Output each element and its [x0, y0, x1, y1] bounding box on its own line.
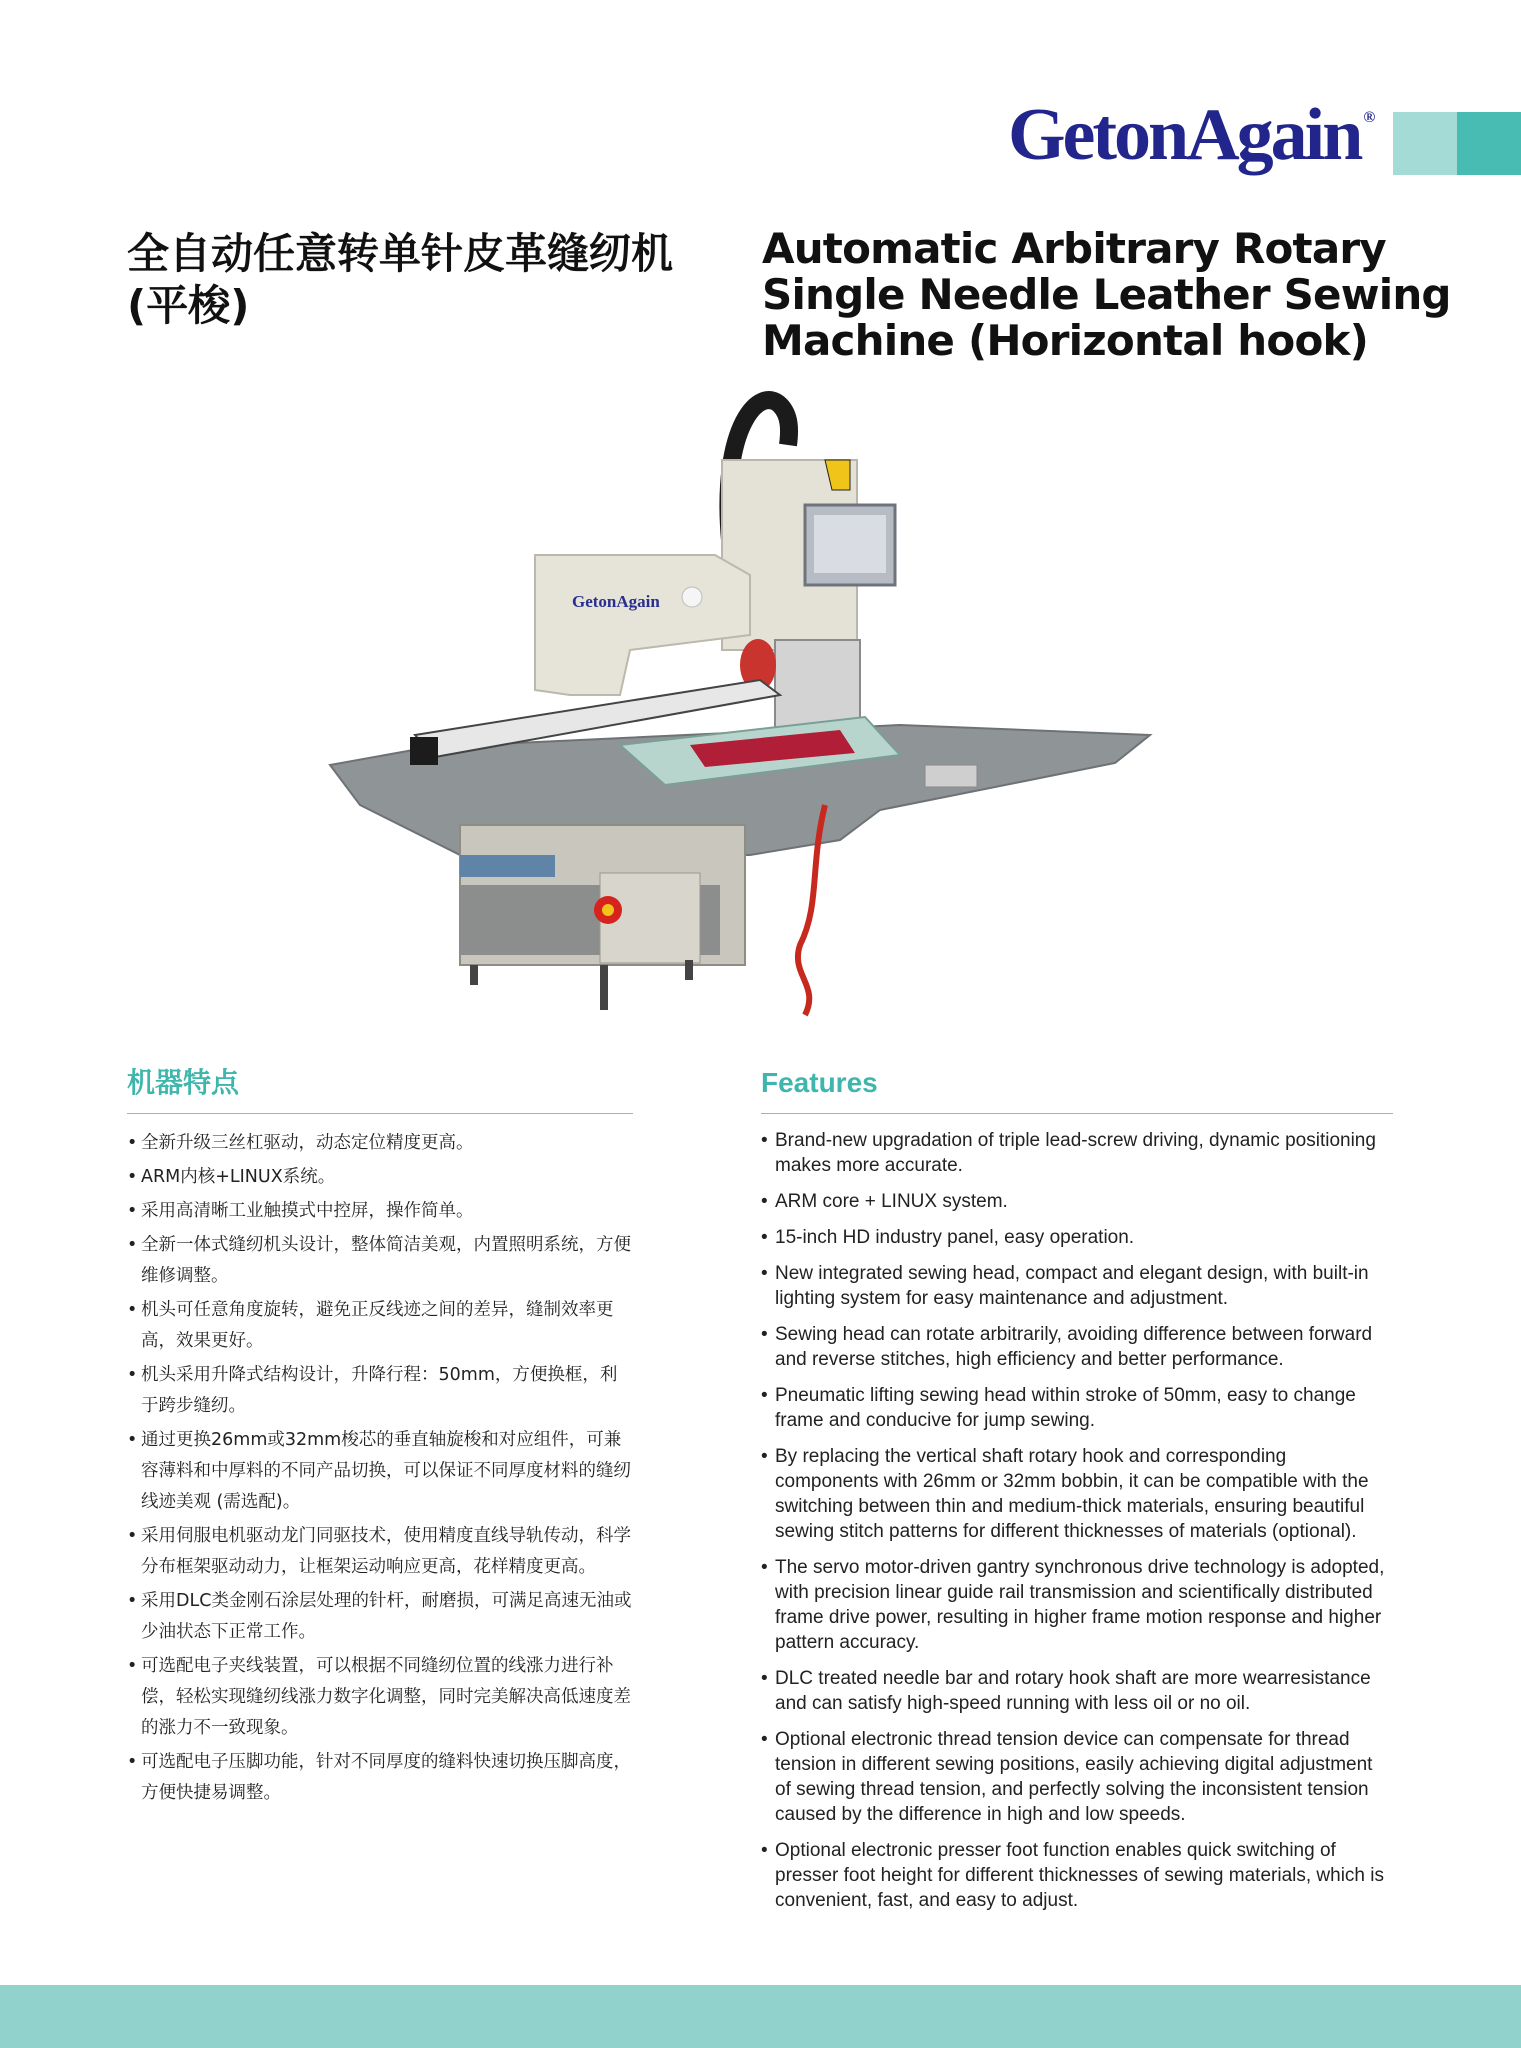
title-english — [762, 226, 1482, 364]
list-item: • By replacing the vertical shaft rotary hook and corresponding components with 26mm or 32mm bobbin, it can be compatible with the switching between thin and medium-thick materials, ensuring beautiful sewing stitch patterns for different thicknesses of materials (optional). — [761, 1444, 1393, 1544]
list-item: • The servo motor-driven gantry synchronous drive technology is adopted, with precision linear guide rail transmission and scientifically distributed frame drive power, resulting in higher frame motion response and higher pattern accuracy. — [761, 1555, 1393, 1655]
list-item: • 全新一体式缝纫机头设计，整体简洁美观，内置照明系统，方便维修调整。 — [127, 1230, 633, 1292]
features-cn-heading: 机器特点 — [127, 1063, 633, 1114]
corner-accent-light — [1393, 112, 1457, 175]
list-item: • ARM内核+LINUX系统。 — [127, 1162, 633, 1193]
list-item: • 采用伺服电机驱动龙门同驱技术，使用精度直线导轨传动，科学分布框架驱动动力，让框架运动响应更高，花样精度更高。 — [127, 1521, 633, 1583]
list-item: • 机头可任意角度旋转，避免正反线迹之间的差异，缝制效率更高，效果更好。 — [127, 1295, 633, 1357]
corner-accent-dark — [1457, 112, 1521, 175]
features-en-list — [761, 1128, 1393, 1913]
registered-mark: ® — [1363, 109, 1376, 126]
machine-brand-label: GetonAgain — [572, 592, 660, 611]
list-item: • 通过更换26mm或32mm梭芯的垂直轴旋梭和对应组件，可兼容薄料和中厚料的不同产品切换，可以保证不同厚度材料的缝纫线迹美观 (需选配)。 — [127, 1425, 633, 1518]
brand-logo — [1008, 94, 1376, 176]
list-item: • 全新升级三丝杠驱动，动态定位精度更高。 — [127, 1128, 633, 1159]
list-item: • 可选配电子夹线装置，可以根据不同缝纫位置的线涨力进行补偿，轻松实现缝纫线涨力数字化调整，同时完美解决高低速度差的涨力不一致现象。 — [127, 1651, 633, 1744]
title-en-line1: Automatic Arbitrary Rotary — [762, 224, 1386, 273]
list-item: • 15-inch HD industry panel, easy operation. — [761, 1225, 1393, 1250]
list-item: • New integrated sewing head, compact and elegant design, with built-in lighting system for easy maintenance and adjustment. — [761, 1261, 1393, 1311]
features-en-section — [761, 1063, 1393, 1924]
list-item: • ARM core + LINUX system. — [761, 1189, 1393, 1214]
list-item: • Brand-new upgradation of triple lead-screw driving, dynamic positioning makes more accurate. — [761, 1128, 1393, 1178]
list-item: • Sewing head can rotate arbitrarily, avoiding difference between forward and reverse stitches, high efficiency and better performance. — [761, 1322, 1393, 1372]
footer-bar — [0, 1985, 1521, 2048]
features-cn-section — [127, 1063, 633, 1812]
brand-name: GetonAgain — [1008, 94, 1361, 176]
title-en-line3: Machine (Horizontal hook) — [762, 316, 1369, 365]
list-item: • Optional electronic thread tension device can compensate for thread tension in different sewing positions, easily achieving digital adjustment of sewing thread tension, and perfectly solving the inconsistent tension caused by the difference in high and low speeds. — [761, 1727, 1393, 1827]
sewing-machine-image — [320, 385, 1180, 1045]
title-chinese — [127, 228, 687, 332]
features-cn-list — [127, 1128, 633, 1809]
title-cn-line1: 全自动任意转单针皮革缝纫机 — [127, 229, 674, 278]
list-item: • 机头采用升降式结构设计，升降行程：50mm，方便换框，利于跨步缝纫。 — [127, 1360, 633, 1422]
title-cn-line2: (平梭) — [127, 281, 250, 330]
list-item: • 可选配电子压脚功能，针对不同厚度的缝料快速切换压脚高度，方便快捷易调整。 — [127, 1747, 633, 1809]
list-item: • Optional electronic presser foot function enables quick switching of presser foot height for different thicknesses of sewing materials, which is convenient, fast, and easy to adjust. — [761, 1838, 1393, 1913]
list-item: • 采用DLC类金刚石涂层处理的针杆，耐磨损，可满足高速无油或少油状态下正常工作。 — [127, 1586, 633, 1648]
title-en-line2: Single Needle Leather Sewing — [762, 270, 1451, 319]
features-en-heading: Features — [761, 1063, 1393, 1114]
list-item: • DLC treated needle bar and rotary hook shaft are more wearresistance and can satisfy high-speed running with less oil or no oil. — [761, 1666, 1393, 1716]
list-item: • Pneumatic lifting sewing head within stroke of 50mm, easy to change frame and conducive for jump sewing. — [761, 1383, 1393, 1433]
list-item: • 采用高清晰工业触摸式中控屏，操作简单。 — [127, 1196, 633, 1227]
